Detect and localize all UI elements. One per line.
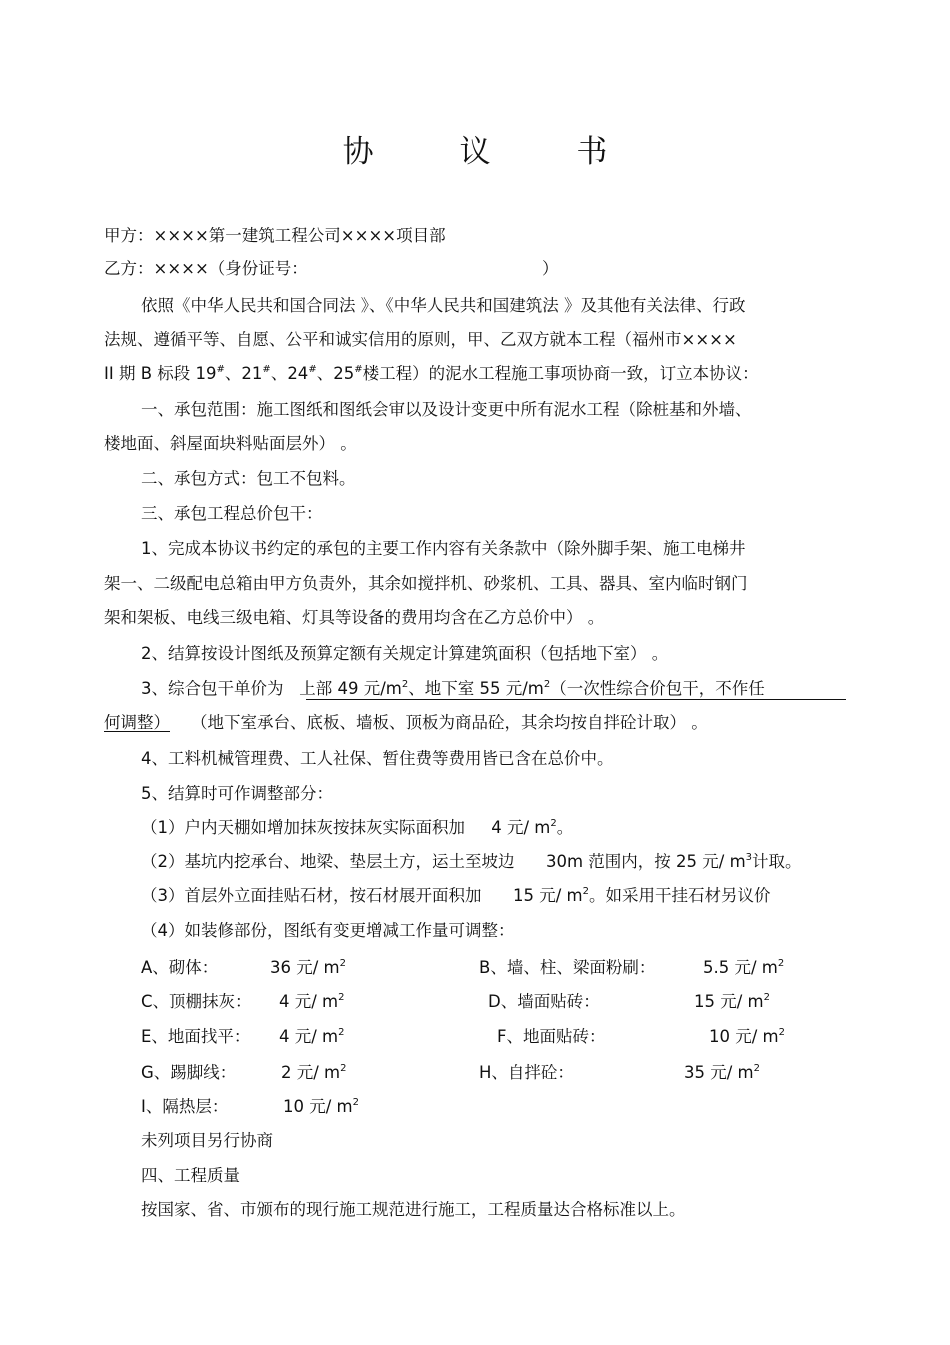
intro-line-1: 依照《中华人民共和国合同法 》、《中华人民共和国建筑法 》及其他有关法律、行政 [141, 296, 746, 315]
item-f-label: F、地面贴砖： [497, 1027, 606, 1046]
clause-3-line-2: 何调整） （地下室承台、底板、墙板、顶板为商品砼，其余均按自拌砼计取） 。 [104, 713, 708, 732]
item-i-label: I、隔热层： [141, 1097, 229, 1116]
party-b: 乙方：××××（身份证号： [104, 259, 308, 278]
clause-4: 4、工料机械管理费、工人社保、暂住费等费用皆已含在总价中。 [141, 749, 614, 768]
clause-1-line-3: 架和架板、电线三级电箱、灯具等设备的费用均含在乙方总价中） 。 [104, 608, 605, 627]
clause-2: 2、结算按设计图纸及预算定额有关规定计算建筑面积（包括地下室） 。 [141, 644, 669, 663]
item-d-label: D、墙面贴砖： [488, 992, 600, 1011]
clause-1-line-2: 架一、二级配电总箱由甲方负责外，其余如搅拌机、砂浆机、工具、器具、室内临时钢门 [104, 574, 748, 593]
item-b-label: B、墙、柱、梁面粉刷： [479, 958, 656, 977]
adjustment-3: （3）首层外立面挂贴石材，按石材展开面积加 15 元/ $m^2$。如采用干挂石材另议价 [141, 886, 771, 905]
adjustment-1: （1）户内天棚如增加抹灰按抹灰实际面积加 4 元/ $m^2$。 [141, 818, 574, 837]
contract-mode: 二、承包方式：包工不包料。 [141, 469, 356, 488]
item-a-label: A、砌体： [141, 958, 219, 977]
scope-line-2: 楼地面、斜屋面块料贴面层外） 。 [104, 434, 357, 453]
section-4-heading: 四、工程质量 [141, 1166, 240, 1185]
item-h-label: H、自拌砼： [479, 1063, 574, 1082]
item-d-value: 15 元/ $m^2$ [694, 992, 770, 1011]
intro-line-3: II 期 B 标段 19#、21#、24#、25#楼工程）的泥水工程施工事项协商一致，订立本协议： [104, 364, 759, 383]
unit-price-underline [306, 699, 846, 700]
scope-line-1: 一、承包范围：施工图纸和图纸会审以及设计变更中所有泥水工程（除桩基和外墙、 [141, 400, 752, 419]
adjustment-2: （2）基坑内挖承台、地梁、垫层土方，运土至坡边 30m 范围内，按 25 元/ $m^3$计取。 [141, 852, 802, 871]
clause-5: 5、结算时可作调整部分： [141, 784, 333, 803]
intro-line-2: 法规、遵循平等、自愿、公平和诚实信用的原则，甲、乙双方就本工程（福州市×××× [104, 330, 737, 349]
item-i-value: 10 元/ $m^2$ [283, 1097, 359, 1116]
item-h-value: 35 元/ $m^2$ [684, 1063, 760, 1082]
clause-3-line-1: 3、综合包干单价为 上部 49 元$/m^2$、地下室 55 元$/m^2$（一次性综合价包干，不作任 [141, 679, 765, 698]
party-b-close: ） [542, 259, 559, 278]
adjustment-4: （4）如装修部份，图纸有变更增减工作量可调整： [141, 921, 515, 940]
document-title: 协 议 书 [342, 134, 646, 170]
item-b-value: 5.5 元/ $m^2$ [703, 958, 785, 977]
item-f-value: 10 元/ $m^2$ [709, 1027, 785, 1046]
item-c-value: 4 元/ $m^2$ [279, 992, 345, 1011]
party-a: 甲方：××××第一建筑工程公司××××项目部 [104, 226, 446, 245]
item-e-label: E、地面找平： [141, 1027, 251, 1046]
item-e-value: 4 元/ $m^2$ [279, 1027, 345, 1046]
clause-1-line-1: 1、完成本协议书约定的承包的主要工作内容有关条款中（除外脚手架、施工电梯井 [141, 539, 746, 558]
quality-text: 按国家、省、市颁布的现行施工规范进行施工，工程质量达合格标准以上。 [141, 1200, 686, 1219]
item-a-value: 36 元/ $m^2$ [270, 958, 346, 977]
item-g-label: G、踢脚线： [141, 1063, 237, 1082]
unlisted-note: 未列项目另行协商 [141, 1131, 273, 1150]
item-g-value: 2 元/ $m^2$ [281, 1063, 347, 1082]
item-c-label: C、顶棚抹灰： [141, 992, 252, 1011]
section-3-heading: 三、承包工程总价包干： [141, 504, 323, 523]
unit-price: 上部 49 元/m [299, 679, 402, 698]
